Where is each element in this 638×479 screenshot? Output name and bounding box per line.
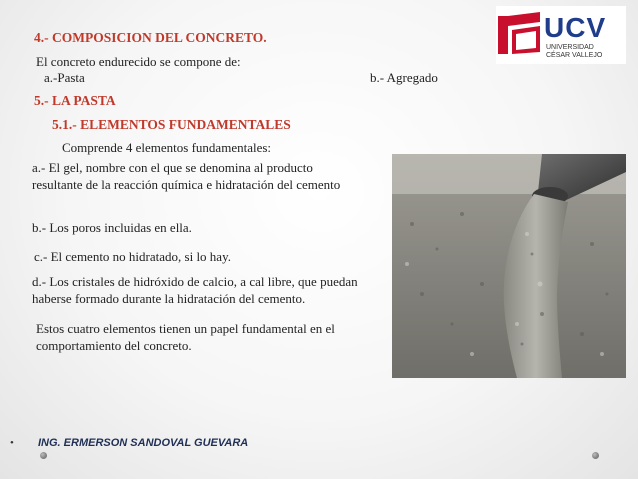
logo-brand-text: UCV — [544, 12, 607, 43]
heading-la-pasta: 5.- LA PASTA — [34, 93, 116, 108]
item-agregado: b.- Agregado — [370, 70, 438, 85]
pin-bottom-right-icon — [592, 452, 599, 459]
footer-author: ING. ERMERSON SANDOVAL GUEVARA — [38, 437, 249, 449]
concrete-pour-photo — [392, 154, 626, 378]
slide-heading-composicion: 4.- COMPOSICION DEL CONCRETO. — [34, 30, 267, 45]
element-cemento-no-hidratado: c.- El cemento no hidratado, si lo hay. — [34, 249, 231, 264]
footer-bullet: • — [10, 437, 14, 449]
element-cristales: d.- Los cristales de hidróxido de calcio, a cal libre, que puedan haberse formado durante la hidratación del cemento. — [32, 274, 358, 306]
logo-university-line2: CÉSAR VALLEJO — [546, 52, 603, 59]
intro-text: El concreto endurecido se compone de: — [36, 54, 241, 69]
element-gel: a.- El gel, nombre con el que se denomina al producto resultante de la reacción química e hidratación del cemento — [32, 160, 341, 192]
logo-university-line1: UNIVERSIDAD — [546, 44, 594, 51]
element-poros: b.- Los poros incluidas en ella. — [32, 220, 192, 235]
logo-university-text — [546, 44, 620, 60]
pin-bottom-left-icon — [40, 452, 47, 459]
item-pasta: a.-Pasta — [44, 70, 85, 85]
ucv-logo — [496, 6, 626, 64]
concrete-pour-image — [392, 154, 626, 378]
ucv-emblem-icon — [498, 12, 540, 56]
summary-text: Estos cuatro elementos tienen un papel fundamental en el comportamiento del concreto. — [36, 321, 335, 353]
comprende-text: Comprende 4 elementos fundamentales: — [62, 140, 272, 155]
heading-elementos-fundamentales: 5.1.- ELEMENTOS FUNDAMENTALES — [52, 117, 291, 132]
